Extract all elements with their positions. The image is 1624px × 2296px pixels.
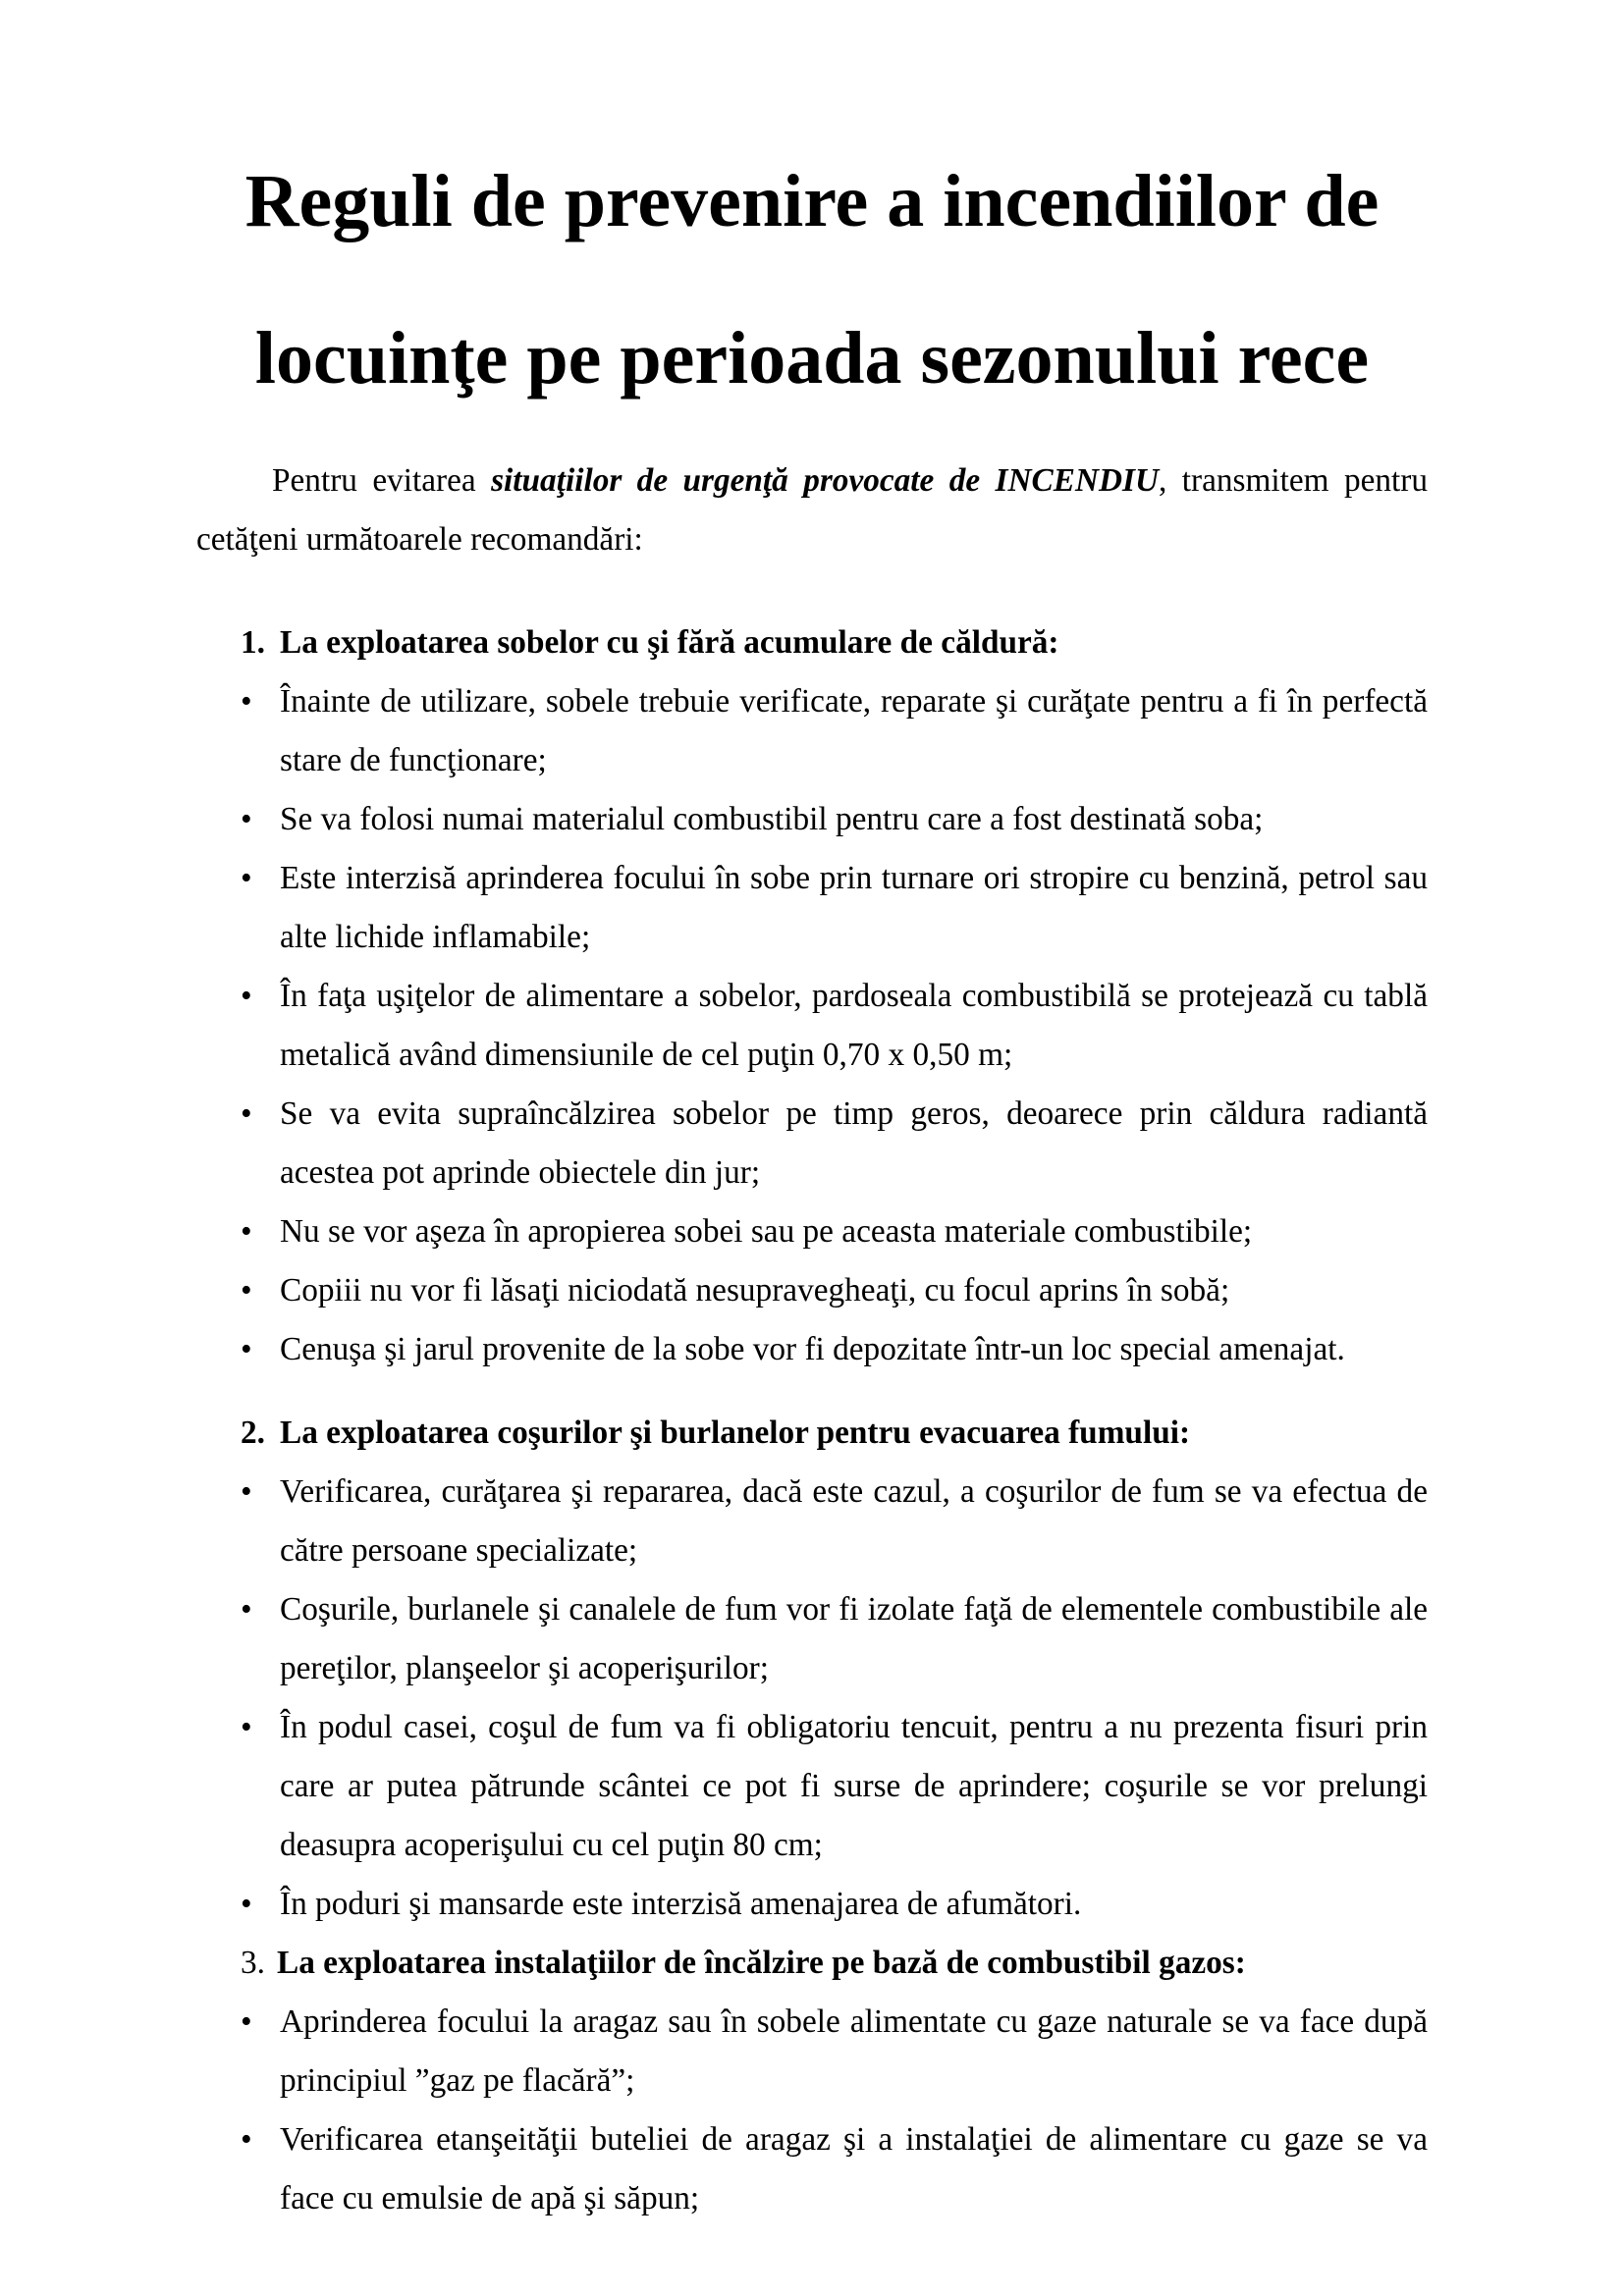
- section-1-list: [196, 672, 1428, 1379]
- bullet-icon: •: [241, 801, 252, 837]
- section-1-heading-text: La exploatarea sobelor cu şi fără acumulare de căldură:: [280, 624, 1059, 661]
- title-line-1: Reguli de prevenire a incendiilor de: [244, 160, 1380, 242]
- list-item: • Copiii nu vor fi lăsaţi niciodată nesupravegheaţi, cu focul aprins în sobă;: [196, 1261, 1428, 1320]
- intro-paragraph: [196, 452, 1428, 569]
- bullet-icon: •: [241, 1709, 252, 1745]
- list-item: • Coşurile, burlanele şi canalele de fum vor fi izolate faţă de elementele combustibile ale pereţilor, planşeelor şi acoperişurilor;: [196, 1580, 1428, 1698]
- bullet-icon: •: [241, 1095, 252, 1132]
- bullet-icon: •: [241, 860, 252, 896]
- list-item: • Cenuşa şi jarul provenite de la sobe vor fi depozitate într-un loc special amenajat.: [196, 1320, 1428, 1379]
- intro-suffix: , transmitem pentru cetăţeni următoarele recomandări:: [196, 462, 1429, 558]
- section-1-number: 1.: [241, 624, 265, 661]
- list-item: • Aprinderea focului la aragaz sau în sobele alimentate cu gaze naturale se va face după principiul ”gaz pe flacără”;: [196, 1993, 1428, 2110]
- bullet-icon: •: [241, 978, 252, 1014]
- bullet-icon: •: [241, 1591, 252, 1628]
- bullet-icon: •: [241, 1473, 252, 1510]
- document-title: [196, 123, 1428, 437]
- section-3-list: [196, 1993, 1428, 2228]
- list-item: • În poduri şi mansarde este interzisă amenajarea de afumători.: [196, 1875, 1428, 1934]
- list-item: • Nu se vor aşeza în apropierea sobei sau pe aceasta materiale combustibile;: [196, 1202, 1428, 1261]
- section-3-heading-text: La exploatarea instalaţiilor de încălzire pe bază de combustibil gazos:: [277, 1945, 1246, 1981]
- section-3-number: 3.: [241, 1945, 265, 1981]
- section-2-list: [196, 1463, 1428, 1934]
- list-item: • Înainte de utilizare, sobele trebuie verificate, reparate şi curăţate pentru a fi în perfectă stare de funcţionare;: [196, 672, 1428, 790]
- bullet-icon: •: [241, 1886, 252, 1922]
- bullet-icon: •: [241, 1272, 252, 1308]
- section-3-heading: [196, 1934, 1428, 1993]
- bullet-icon: •: [241, 1213, 252, 1250]
- list-item: • Verificarea, curăţarea şi repararea, dacă este cazul, a coşurilor de fum se va efectua de către persoane specializate;: [196, 1463, 1428, 1580]
- list-item: • Verificarea etanşeităţii buteliei de aragaz şi a instalaţiei de alimentare cu gaze se va face cu emulsie de apă şi săpun;: [196, 2110, 1428, 2228]
- section-2-heading: [196, 1404, 1428, 1463]
- bullet-icon: •: [241, 2121, 252, 2158]
- section-2-number: 2.: [241, 1415, 265, 1451]
- list-item: • Este interzisă aprinderea focului în sobe prin turnare ori stropire cu benzină, petrol sau alte lichide inflamabile;: [196, 849, 1428, 967]
- list-item: • În faţa uşiţelor de alimentare a sobelor, pardoseala combustibilă se protejează cu tablă metalică având dimensiunile de cel puţin 0,70 x 0,50 m;: [196, 967, 1428, 1085]
- section-1-heading: [196, 614, 1428, 672]
- list-item: • Se va evita supraîncălzirea sobelor pe timp geros, deoarece prin căldura radiantă acestea pot aprinde obiectele din jur;: [196, 1085, 1428, 1202]
- bullet-icon: •: [241, 2003, 252, 2040]
- title-line-2: locuinţe pe perioada sezonului rece: [254, 317, 1370, 400]
- bullet-icon: •: [241, 683, 252, 720]
- intro-emphasis: situaţiilor de urgenţă provocate de INCENDIU: [491, 462, 1160, 499]
- list-item: • Se va folosi numai materialul combustibil pentru care a fost destinată soba;: [196, 790, 1428, 849]
- intro-prefix: Pentru evitarea: [272, 462, 492, 499]
- list-item: • În podul casei, coşul de fum va fi obligatoriu tencuit, pentru a nu prezenta fisuri prin care ar putea pătrunde scântei ce pot fi surse de aprindere; coşurile se vor prelungi deasupra acoperişului cu cel puţin 80 cm;: [196, 1698, 1428, 1875]
- bullet-icon: •: [241, 1331, 252, 1367]
- section-2-heading-text: La exploatarea coşurilor şi burlanelor pentru evacuarea fumului:: [280, 1415, 1191, 1451]
